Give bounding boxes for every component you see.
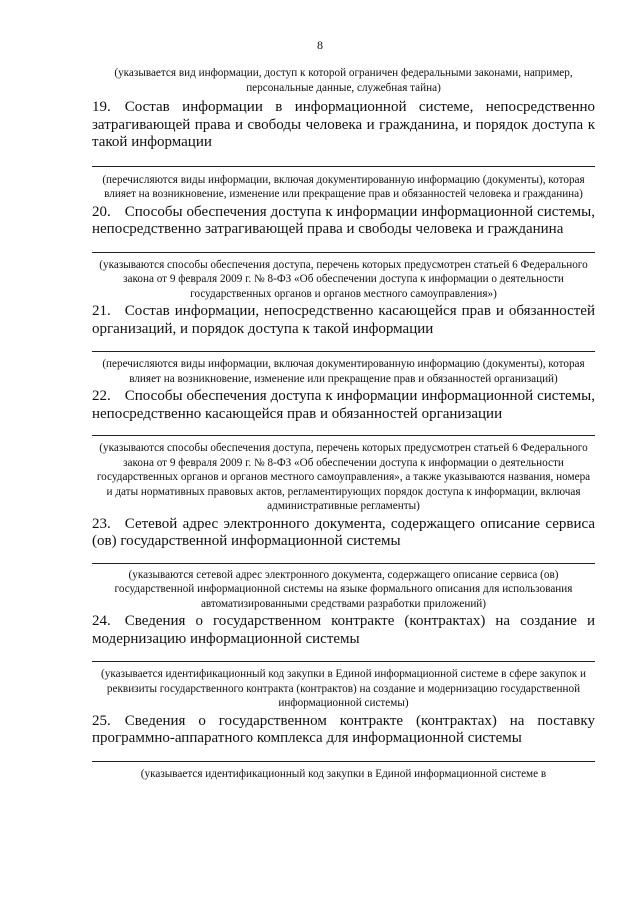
item-text: Сведения о государственном контракте (контрактах) на поставку программно-аппаратного комплекса для информационной системы [92, 712, 595, 746]
item-number: 21. [92, 303, 111, 319]
page-number: 8 [317, 38, 323, 52]
fill-in-line [92, 166, 595, 167]
item-number: 20. [92, 203, 111, 220]
document-body [92, 66, 595, 781]
field-caption: (указываются сетевой адрес электронного документа, содержащего описание сервиса (ов) государственной информационной системы на языке формального описания для использования автоматизированными средствами разработки приложений) [114, 568, 573, 610]
item-text: Способы обеспечения доступа к информации информационной системы, непосредственно затрагивающей права и свободы человека и гражданина [92, 203, 595, 237]
field-caption: (указываются способы обеспечения доступа, перечень которых предусмотрен статьей 6 Федерального закона от 9 февраля 2009 г. № 8-ФЗ «Об обеспечении доступа к информации о деятельности государственных органов и органов местного самоуправления») [99, 258, 588, 300]
item-24 [92, 613, 595, 648]
item-number: 19. [92, 99, 111, 115]
item-text: Сведения о государственном контракте (контрактах) на создание и модернизацию информационной системы [92, 613, 595, 647]
field-caption: (указывается идентификационный код закупки в Единой информационной системе в [140, 767, 547, 780]
item-number: 23. [92, 515, 111, 532]
fill-in-line [92, 252, 595, 253]
field-caption: (указывается вид информации, доступ к которой ограничен федеральными законами, например, персональные данные, служебная тайна) [114, 67, 573, 94]
item-text: Состав информации в информационной системе, непосредственно затрагивающей права и свободы человека и гражданина, и порядок доступа к такой информации [92, 99, 595, 150]
item-text: Способы обеспечения доступа к информации информационной системы, непосредственно касающейся прав и обязанностей организации [92, 388, 595, 422]
item-25 [92, 713, 595, 748]
item-21 [92, 303, 595, 338]
item-22 [92, 388, 595, 423]
fill-in-line [92, 435, 595, 436]
fill-in-line [92, 563, 595, 564]
item-number: 25. [92, 712, 111, 729]
item-23 [92, 516, 595, 551]
item-text: Сетевой адрес электронного документа, содержащего описание сервиса (ов) государственной информационной системы [92, 515, 595, 549]
fill-in-line [92, 351, 595, 352]
item-number: 24. [92, 613, 111, 629]
field-caption: (перечисляются виды информации, включая документированную информацию (документы), которая влияет на возникновение, изменение или прекращение прав и обязанностей человека и гражданина) [102, 173, 585, 200]
fill-in-line [92, 661, 595, 662]
fill-in-line [92, 761, 595, 762]
item-number: 22. [92, 388, 111, 404]
field-caption: (указываются способы обеспечения доступа, перечень которых предусмотрен статьей 6 Федерального закона от 9 февраля 2009 г. № 8-ФЗ «Об обеспечении доступа к информации о деятельности государственных органов и органов местного самоуправления», а также указываются названия, номера и даты нормативных правовых актов, регламентирующих порядок доступа к информации, включая административные регламенты) [96, 442, 591, 512]
field-caption: (перечисляются виды информации, включая документированную информацию (документы), которая влияет на возникновение, изменение или прекращение прав и обязанностей организаций) [102, 358, 585, 385]
item-19 [92, 99, 595, 152]
field-caption: (указывается идентификационный код закупки в Единой информационной системе в сфере закупок и реквизиты государственного контракта (контрактов) на создание и модернизацию государственной информационной системы) [101, 668, 586, 709]
item-text: Состав информации, непосредственно касающейся прав и обязанностей организаций, и порядок доступа к такой информации [92, 303, 595, 337]
item-20 [92, 204, 595, 239]
